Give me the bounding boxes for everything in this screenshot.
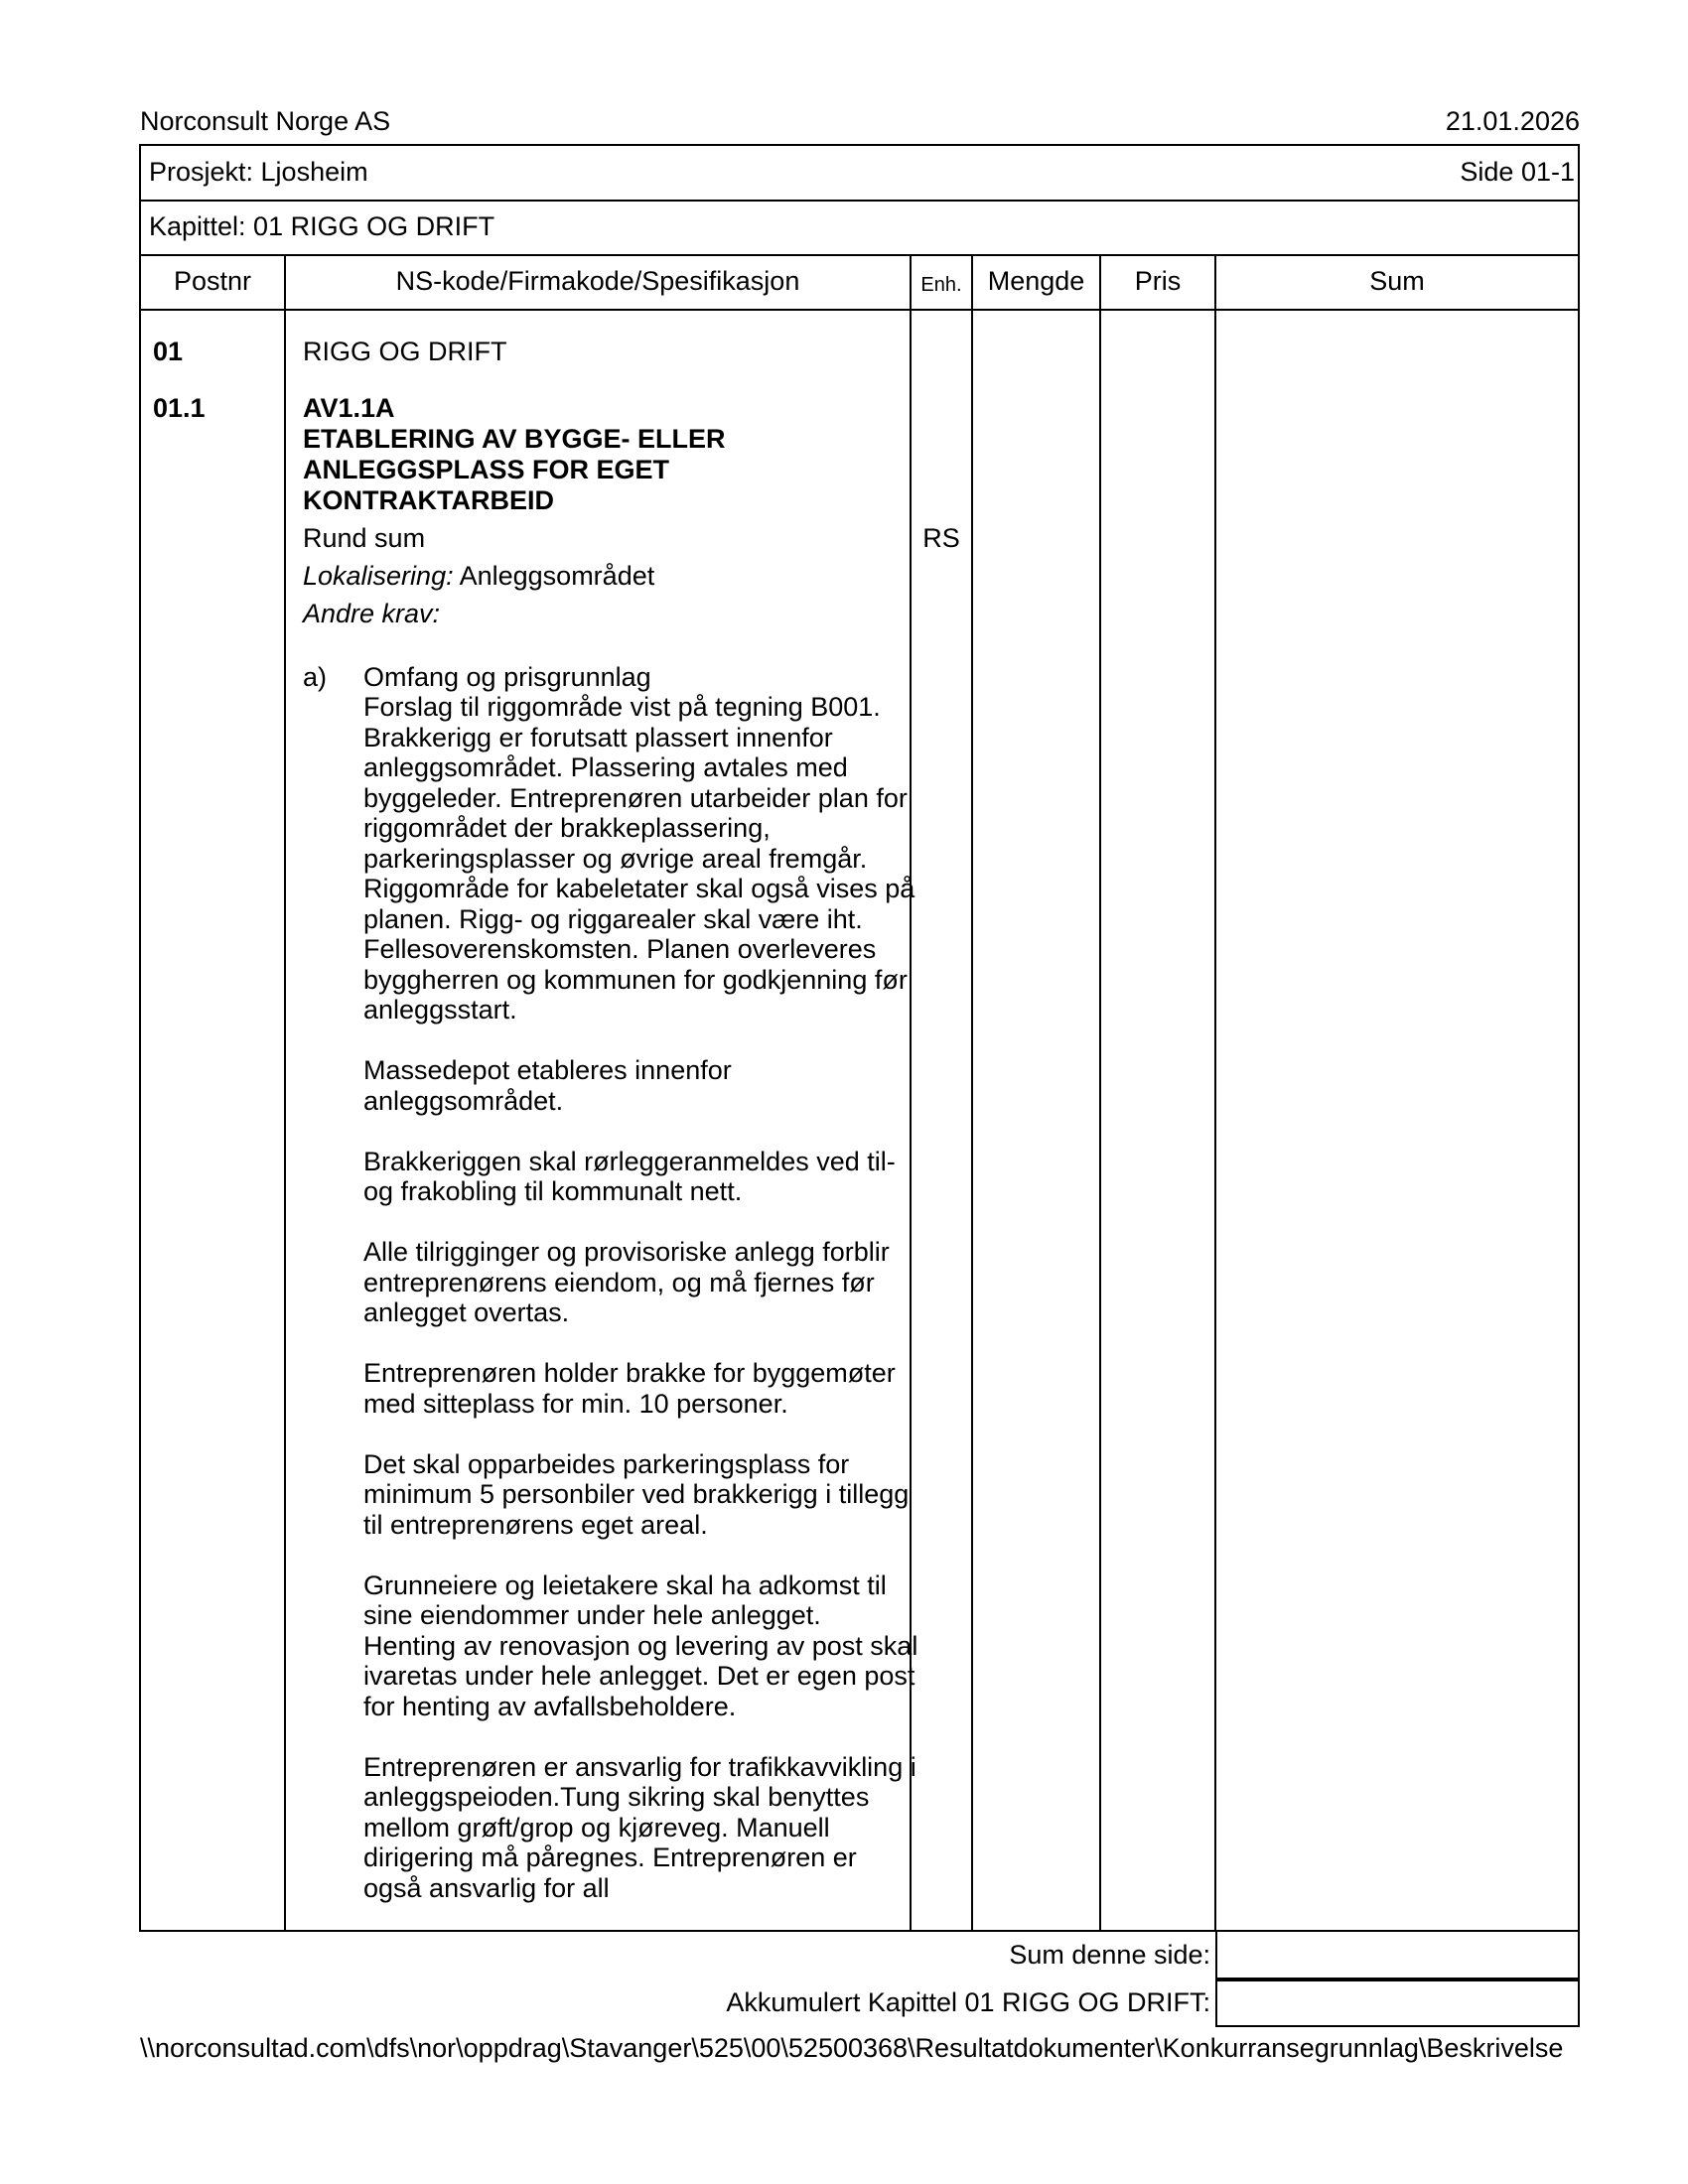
list-marker: a) [303,662,328,692]
company-name: Norconsult Norge AS [140,106,391,136]
column-header-quantity: Mengde [987,266,1085,296]
description-paragraph: Entreprenøren er ansvarlig for trafikkavvikling i anleggspeioden.Tung sikring skal benyttes mellom grøft/grop og kjøreveg. Manuell dirigering må påregnes. Entreprenøren er også ansvarlig for all [363,1751,916,1903]
column-header-postnr: Postnr [173,266,252,296]
other-requirements-label: Andre krav: [303,599,441,628]
item-title-line: ANLEGGSPLASS FOR EGET [303,455,670,484]
accumulated-sum-label: Akkumulert Kapittel 01 RIGG OG DRIFT: [726,1987,1210,2017]
chapter-title: Kapittel: 01 RIGG OG DRIFT [149,211,495,241]
description-paragraph: Grunneiere og leietakere skal ha adkomst til sine eiendommer under hele anlegget. Henting av renovasjon og levering av post skal ivaretas under hele anlegget. Det er egen post for henting av avfallsbeholdere. [363,1570,918,1721]
description-paragraph: Entreprenøren holder brakke for byggemøter med sitteplass for min. 10 personer. [363,1358,896,1419]
chapter-heading: RIGG OG DRIFT [303,337,507,366]
item-title-line: KONTRAKTARBEID [303,485,554,515]
description-paragraph: Brakkeriggen skal rørleggeranmeldes ved til- og frakobling til kommunalt nett. [363,1146,896,1206]
document-date: 21.01.2026 [1445,106,1580,136]
item-code: AV1.1A [303,393,395,423]
description-paragraph: Forslag til riggområde vist på tegning B001. Brakkerigg er forutsatt plassert innenfor anleggsområdet. Plassering avtales med byggeleder. Entreprenøren utarbeider plan for riggområdet der brakkeplassering, parkeringsplasser og øvrige areal fremgår. Riggområde for kabeletater skal også vises på planen. Rigg- og riggarealer skal være iht. Fellesoverenskomsten. Planen overleveres byggherren og kommunen for godkjenning før anleggsstart. [363,692,915,1024]
column-header-sum: Sum [1369,266,1425,296]
page-sum-label: Sum denne side: [1009,1940,1210,1970]
description-paragraph: Det skal opparbeides parkeringsplass for minimum 5 personbiler ved brakkerigg i tillegg til entreprenørens eget areal. [363,1448,910,1540]
column-header-unit: Enh. [920,274,962,296]
description-paragraph: Alle tilrigginger og provisoriske anlegg forblir entreprenørens eiendom, og må fjernes før anlegget overtas. [363,1237,890,1327]
description-body [363,692,919,1903]
location-line [303,561,654,592]
item-title-line: ETABLERING AV BYGGE- ELLER [303,424,726,454]
column-header-price: Pris [1134,266,1182,296]
page-number: Side 01-1 [1460,157,1575,187]
unit-value: RS [922,523,960,553]
item-number: 01.1 [153,393,206,423]
project-name: Prosjekt: Ljosheim [149,157,368,187]
location-value: Anleggsområdet [453,561,655,591]
location-label: Lokalisering: [303,561,454,591]
list-heading: Omfang og prisgrunnlag [363,662,651,692]
footer-file-path: \\norconsultad.com\dfs\nor\oppdrag\Stavanger\525\00\52500368\Resultatdokumenter\Konkurransegrunnlag\Beskrivelse [140,2033,1564,2063]
pricing-type: Rund sum [303,523,426,553]
column-header-spec: NS-kode/Firmakode/Spesifikasjon [395,266,800,296]
chapter-number: 01 [153,337,184,366]
description-paragraph: Massedepot etableres innenfor anleggsområdet. [363,1055,732,1116]
